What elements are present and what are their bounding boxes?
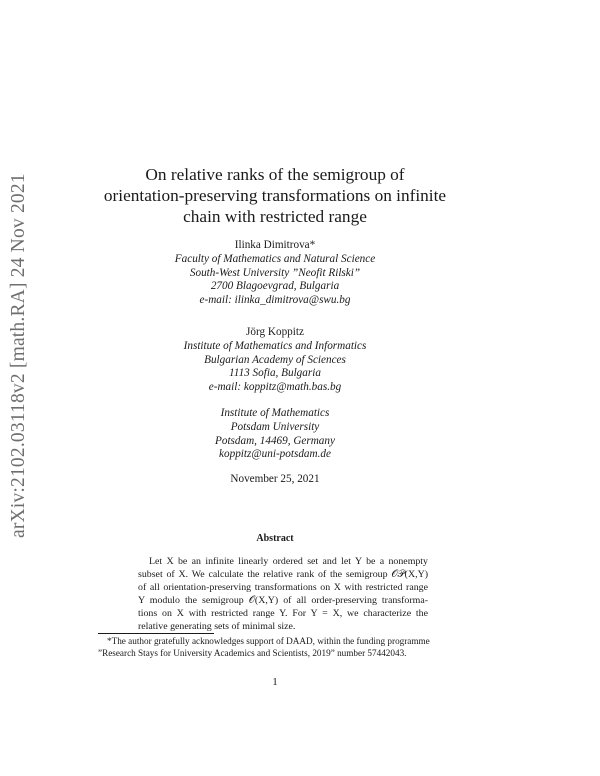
author-block-koppitz	[100, 326, 450, 395]
affiliation-line: Faculty of Mathematics and Natural Science	[174, 252, 376, 265]
abstract-body	[138, 556, 428, 633]
author-block-dimitrova	[100, 239, 450, 308]
affiliation-line: Bulgarian Academy of Sciences	[204, 353, 346, 366]
title-line: chain with restricted range	[183, 207, 367, 226]
abstract-line: Let X be an infinite linearly ordered set and let Y be a nonempty	[149, 556, 428, 567]
footnote-rule	[98, 633, 214, 634]
page-number: 1	[272, 676, 278, 688]
author-name: Ilinka Dimitrova*	[234, 239, 316, 251]
arxiv-identifier-stamp: arXiv:2102.03118v2 [math.RA] 24 Nov 2021	[8, 173, 29, 538]
author-email[interactable]: e-mail: koppitz@math.bas.bg	[208, 381, 342, 394]
abstract-line: relative generating sets of minimal size.	[138, 620, 296, 632]
affiliation-line: Potsdam University	[230, 420, 320, 433]
footnote-line: *The author gratefully acknowledges support of DAAD, within the funding programme	[107, 636, 430, 646]
footnote-line: ”Research Stays for University Academics and Scientists, 2019” number 57442043.	[98, 647, 407, 658]
author-email[interactable]: e-mail: ilinka_dimitrova@swu.bg	[199, 294, 351, 307]
author-name: Jörg Koppitz	[246, 326, 304, 338]
author-email[interactable]: koppitz@uni-potsdam.de	[219, 448, 331, 461]
affiliation-line: Potsdam, 14469, Germany	[215, 434, 335, 447]
affiliation-line: South-West University ”Neofit Rilski”	[189, 266, 361, 279]
abstract-line: subset of X. We calculate the relative rank of the semigroup 𝒪𝒫(X,Y)	[138, 568, 428, 580]
title-line: On relative ranks of the semigroup of	[145, 165, 405, 184]
abstract-line: Y modulo the semigroup 𝒪(X,Y) of all order-preserving transforma-	[138, 594, 428, 606]
title-line: orientation-preserving transformations on infinite	[103, 186, 447, 205]
affiliation-line: Institute of Mathematics	[220, 407, 330, 419]
affiliation-line: 2700 Blagoevgrad, Bulgaria	[210, 280, 340, 293]
abstract-line: of all orientation-preserving transformations on X with restricted range	[138, 581, 428, 593]
abstract-line: tions on X with restricted range Y. For Y = X, we characterize the	[138, 607, 428, 619]
abstract-heading: Abstract	[256, 533, 294, 544]
paper-date: November 25, 2021	[230, 473, 320, 485]
affiliation-block-potsdam	[100, 407, 450, 462]
affiliation-line: 1113 Sofia, Bulgaria	[229, 367, 321, 380]
paper-title	[100, 164, 450, 227]
footnote	[98, 636, 458, 659]
affiliation-line: Institute of Mathematics and Informatics	[183, 339, 367, 352]
